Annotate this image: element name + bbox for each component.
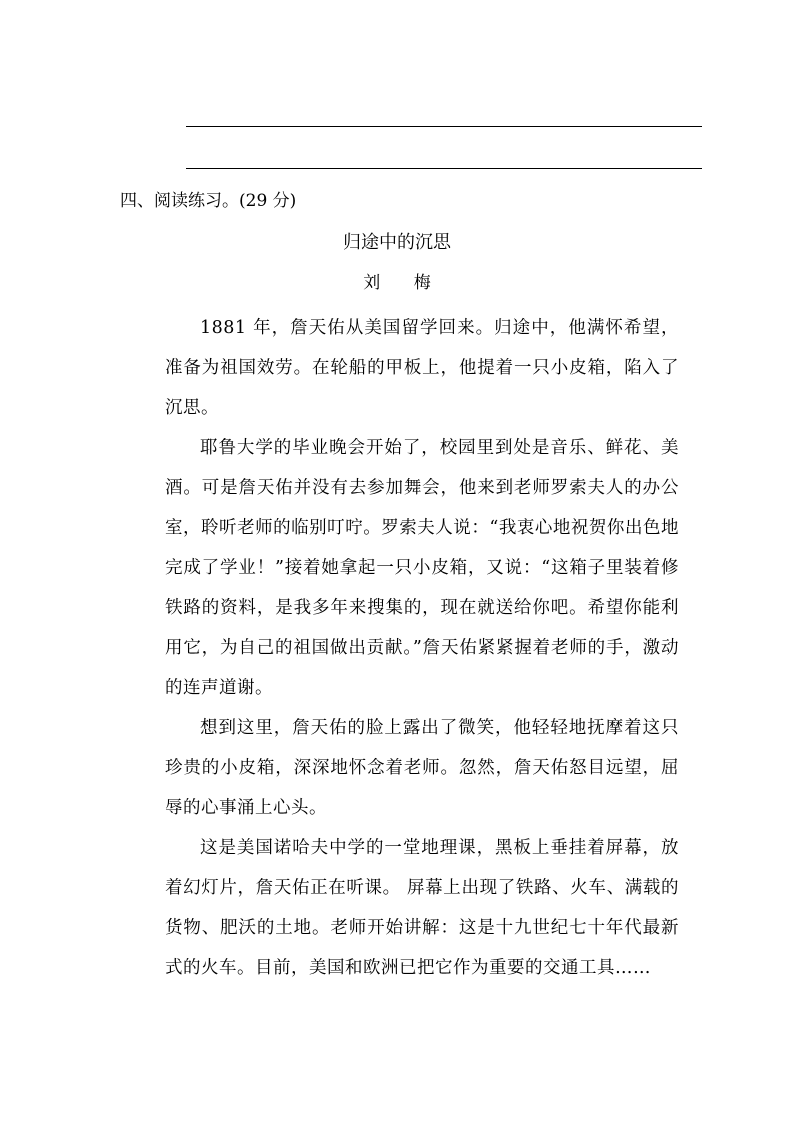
answer-line-1	[186, 126, 702, 127]
article-author: 刘 梅	[363, 273, 445, 293]
article-title: 归途中的沉思	[343, 232, 451, 253]
paragraph-2: 耶鲁大学的毕业晚会开始了，校园里到处是音乐、鲜花、美酒。可是詹天佑并没有去参加舞会，他来到老师罗索夫人的办公室，聆听老师的临别叮咛。罗索夫人说：“我衷心地祝贺你出色地完成了学业！”接着她拿起一只小皮箱，又说：“这箱子里装着修铁路的资料，是我多年来搜集的，现在就送给你吧。希望你能利用它，为自己的祖国做出贡献。”詹天佑紧紧握着老师的手，激动的连声道谢。	[165, 438, 679, 698]
section-heading: 四、阅读练习。(29 分)	[120, 191, 297, 211]
article-body	[165, 308, 679, 988]
answer-line-2	[186, 168, 702, 169]
paragraph-4: 这是美国诺哈夫中学的一堂地理课，黑板上垂挂着屏幕，放着幻灯片，詹天佑正在听课。 屏幕上出现了铁路、火车、满载的货物、肥沃的土地。老师开始讲解：这是十九世纪七十年代最新式的火车。目前，美国和欧洲已把它作为重要的交通工具……	[165, 838, 679, 978]
paragraph-3: 想到这里，詹天佑的脸上露出了微笑，他轻轻地抚摩着这只珍贵的小皮箱，深深地怀念着老师。忽然，詹天佑怒目远望，屈辱的心事涌上心头。	[165, 718, 679, 818]
paragraph-1: 1881 年，詹天佑从美国留学回来。归途中，他满怀希望，准备为祖国效劳。在轮船的甲板上，他提着一只小皮箱，陷入了沉思。	[165, 318, 679, 418]
